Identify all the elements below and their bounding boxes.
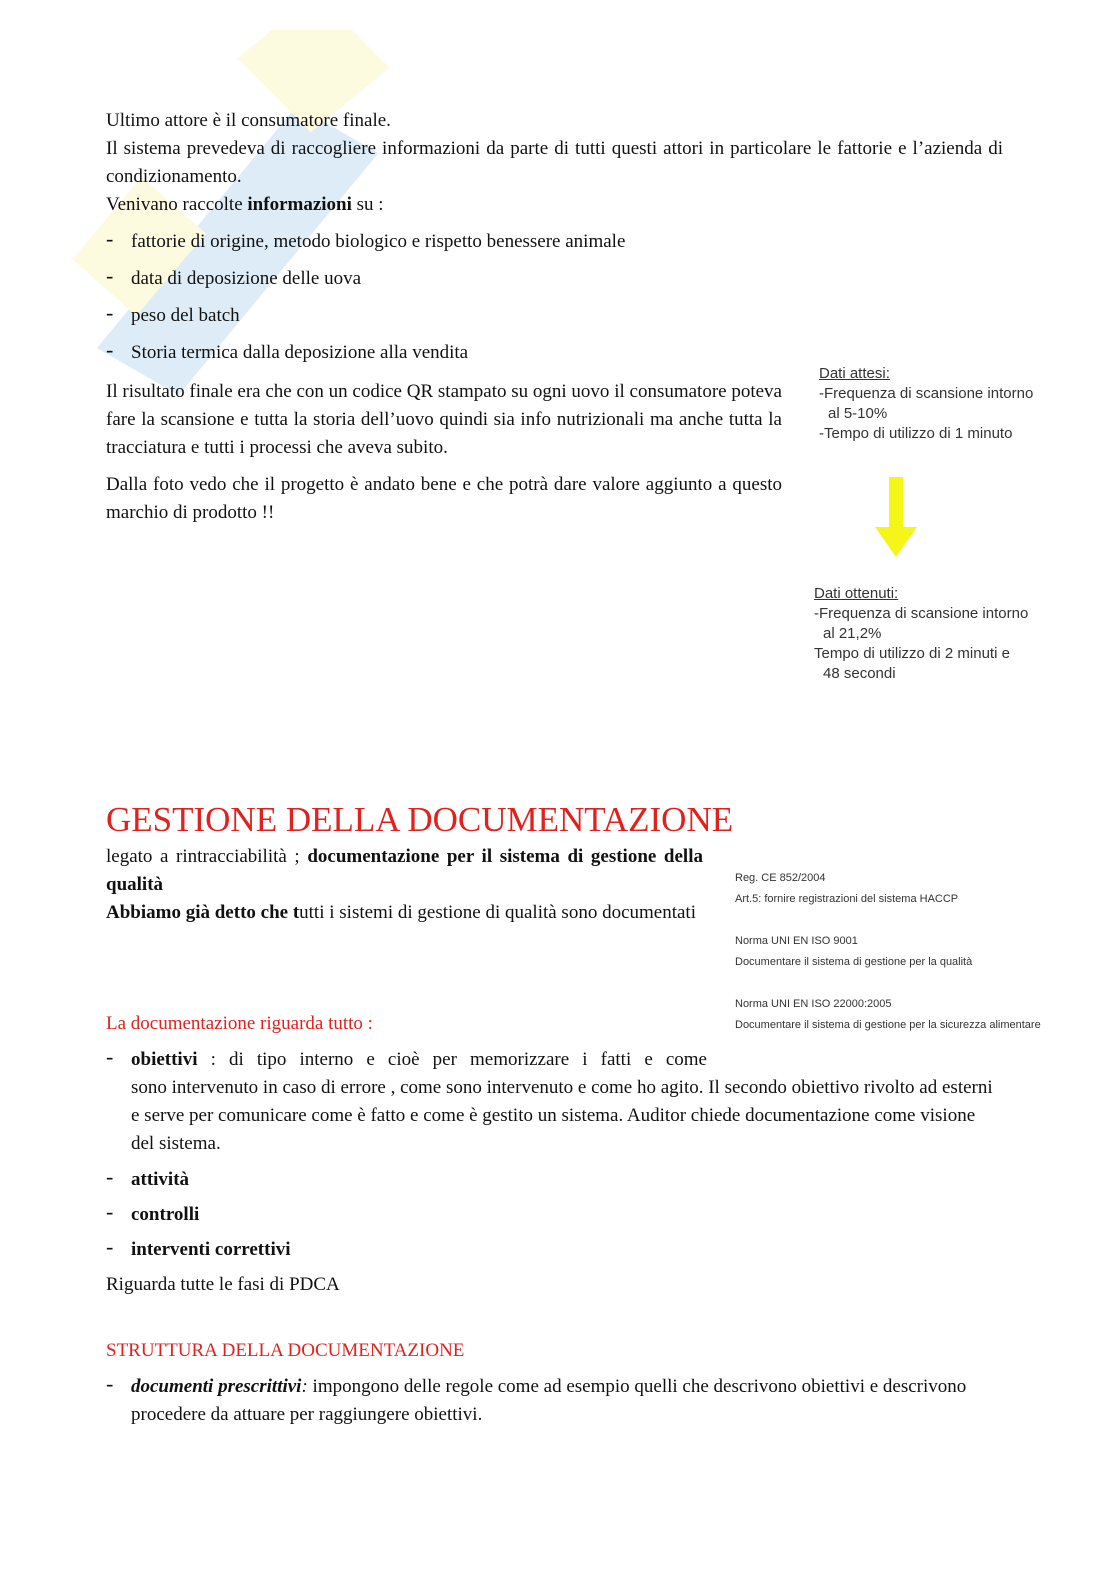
obtained-line: Tempo di utilizzo di 2 minuti e <box>814 645 1010 662</box>
obtained-title: Dati ottenuti: <box>814 585 899 602</box>
doc-intro-bold-2: Abbiamo già detto che t <box>106 902 300 923</box>
dash-marker: - <box>106 226 114 251</box>
doc-intro-bold: documentazione per il sistema di gestione della qualità <box>106 846 703 895</box>
intro-line-1: Ultimo attore è il consumatore finale. <box>106 110 391 131</box>
list-item <box>106 339 806 367</box>
expected-line: al 5-10% <box>828 405 888 422</box>
obtained-data <box>814 584 1028 684</box>
intro-line-3 <box>106 191 1003 219</box>
list-item-prescriptive <box>106 1373 1003 1429</box>
dash-marker: - <box>106 1234 114 1259</box>
regulation-item <box>735 994 1041 1036</box>
regulation-desc: Art.5: fornire registrazioni del sistema HACCP <box>735 893 959 905</box>
doc-intro-text <box>106 843 703 899</box>
concern-item-text: attività <box>131 1169 190 1190</box>
list-item <box>106 265 806 293</box>
obtained-line: 48 secondi <box>823 665 896 682</box>
concerns-list <box>106 1046 1003 1299</box>
dash-marker: - <box>106 1199 114 1224</box>
info-item-text: peso del batch <box>131 305 240 326</box>
prescriptive-colon: : <box>301 1376 308 1397</box>
regulation-title: Norma UNI EN ISO 9001 <box>735 935 858 947</box>
regulation-item <box>735 868 958 910</box>
structure-list <box>106 1373 1003 1429</box>
regulation-desc: Documentare il sistema di gestione per la qualità <box>735 956 973 968</box>
dash-marker: - <box>106 337 114 362</box>
expected-line: -Frequenza di scansione intorno <box>819 385 1034 402</box>
expected-line: -Tempo di utilizzo di 1 minuto <box>819 425 1013 442</box>
info-item-text: fattorie di origine, metodo biologico e rispetto benessere animale <box>131 231 626 252</box>
regulation-title: Reg. CE 852/2004 <box>735 872 826 884</box>
expected-title: Dati attesi: <box>819 365 890 382</box>
prescriptive-text: impongono delle regole come ad esempio quelli che descrivono obiettivi e descrivono procedere da attuare per raggiungere obiettivi. <box>131 1376 967 1425</box>
list-item <box>106 1201 1003 1229</box>
expected-data <box>819 364 1033 444</box>
dash-marker: - <box>106 1044 114 1069</box>
list-item-objectives <box>106 1046 1003 1158</box>
prescriptive-bold-italic: documenti prescrittivi <box>131 1376 302 1397</box>
intro-line-3-bold: informazioni <box>247 194 352 215</box>
doc-intro-text-2 <box>106 899 703 927</box>
doc-intro-rest: utti i sistemi di gestione di qualità sono documentati <box>299 902 696 923</box>
list-item <box>106 302 806 330</box>
obtained-line: -Frequenza di scansione intorno <box>814 605 1029 622</box>
section-title: GESTIONE DELLA DOCUMENTAZIONE <box>106 800 734 839</box>
intro-line-3-pre: Venivano raccolte <box>106 194 248 215</box>
photo-paragraph: Dalla foto vedo che il progetto è andato bene e che potrà dare valore aggiunto a questo marchio di prodotto !! <box>106 474 782 523</box>
dash-marker: - <box>106 1164 114 1189</box>
intro-line-3-post: su : <box>351 194 384 215</box>
list-item <box>106 1236 1003 1264</box>
concern-item-text: interventi correttivi <box>131 1239 291 1260</box>
regulation-item <box>735 931 972 973</box>
concern-item-text: controlli <box>131 1204 200 1225</box>
info-list <box>106 228 806 367</box>
dash-marker: - <box>106 300 114 325</box>
dash-marker: - <box>106 1371 114 1396</box>
down-arrow-icon <box>873 477 919 559</box>
objectives-bold: obiettivi <box>131 1049 198 1070</box>
list-item <box>106 1166 1003 1194</box>
dash-marker: - <box>106 263 114 288</box>
intro-line-2: Il sistema prevedeva di raccogliere informazioni da parte di tutti questi attori in particolare le fattorie e l’azienda di condizionamento. <box>106 138 1003 187</box>
obtained-line: al 21,2% <box>823 625 882 642</box>
result-block <box>106 378 782 527</box>
intro-block <box>106 107 1003 219</box>
doc-intro <box>106 843 703 927</box>
list-item <box>106 228 806 256</box>
info-item-text: Storia termica dalla deposizione alla vendita <box>131 342 469 363</box>
result-paragraph: Il risultato finale era che con un codice QR stampato su ogni uovo il consumatore poteva fare la scansione e tutta la storia dell’uovo quindi sia info nutrizionali ma anche tutta la tracciatura e tutti i processi che aveva subito. <box>106 381 782 458</box>
objectives-text: sono intervenuto in caso di errore , come sono intervenuto e come ho agito. Il secondo obiettivo rivolto ad esterni e serve per comunicare come è fatto e come è gestito un sistema. Auditor chiede documentazione come visione del sistema. <box>131 1077 993 1154</box>
doc-intro-pre: legato a rintracciabilità ; <box>106 846 308 867</box>
regulation-desc: Documentare il sistema di gestione per la sicurezza alimentare <box>735 1019 1041 1031</box>
pdca-line: Riguarda tutte le fasi di PDCA <box>106 1274 340 1295</box>
regulation-title: Norma UNI EN ISO 22000:2005 <box>735 998 892 1010</box>
objectives-first-line: obiettivi : di tipo interno e cioè per memorizzare i fatti e come <box>131 1049 707 1070</box>
structure-heading: STRUTTURA DELLA DOCUMENTAZIONE <box>106 1340 465 1361</box>
info-item-text: data di deposizione delle uova <box>131 268 362 289</box>
doc-concerns-heading: La documentazione riguarda tutto : <box>106 1013 373 1034</box>
